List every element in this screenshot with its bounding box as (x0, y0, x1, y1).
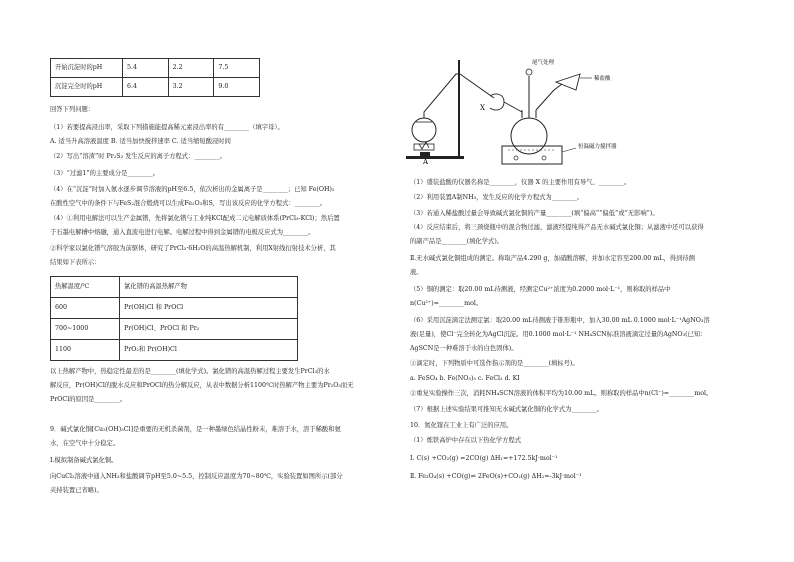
table-cell: 氯化镨的高温热解产物 (120, 277, 298, 298)
text-line: （1）盛装盐酸的仪器名称是________，仪器 X 的主要作用有导气、________。 (410, 179, 631, 186)
text-line: （4）在“沉淀”时加入氨水逐步调节溶液的pH至6.5，依次析出的金属离子是________；已知 Fe(OH)₂ (50, 186, 335, 193)
text-line: 回答下列问题： (50, 106, 95, 113)
text-line: （6）采用沉淀滴定法测定氯：取20.00 mL待测液于锥形瓶中，加入30.00 mL 0.1000 mol·L⁻¹AgNO₃溶 (410, 317, 710, 324)
text-line: （3）若通入稀盐酸过量会导致碱式氯化铜的产量________(填“偏高”“偏低”或“无影响”)。 (410, 210, 659, 217)
text-line: （1）若要提高浸出率，采取下列措施能提高稀元素浸出率的有________（填字母）。 (50, 124, 284, 131)
text-line: Ⅰ. C(s) +CO₂(g) =2CO(g) ΔH₁=+172.5kJ·mol⁻¹ (410, 455, 558, 462)
text-line: ②科学家以氯化镨气溶胶为前驱体，研究了PrCl₃·6H₂O的高温热解机制，利用X射线衍射技术分析，其 (50, 245, 336, 252)
apparatus-figure (404, 52, 654, 168)
text-line: （7）根据上述实验结果可推知无水碱式氯化铜的化学式为________。 (410, 406, 603, 413)
table-row (51, 277, 298, 298)
table-cell: 700~1000 (51, 319, 120, 340)
text-line: Ⅰ.模拟制备碱式氯化铜。 (50, 457, 118, 464)
text-line: 水，在空气中十分稳定。 (50, 440, 120, 447)
text-line: （4）反应结束后，将三颈烧瓶中的混合物过滤，滤液经提纯得产品无水碱式氯化铜；从滤液中还可以获得 (410, 224, 704, 231)
text-line: （5）铜的测定：取20.00 mL待测液，经测定Cu²⁺浓度为0.2000 mol·L⁻¹，则称取的样品中 (410, 286, 671, 293)
text-line: Ⅱ. Fe₃O₄(s) +CO(g)⇌ 2FeO(s)+CO₂(g) ΔH₂=-3kJ·mol⁻¹ (410, 473, 582, 480)
table-cell: 2.2 (168, 59, 214, 78)
text-line: （4）①利用电解法可以生产金属镨，先将氯化镨与工业纯KCl配成二元电解质体系(PrCl₃-KCl)；然后置 (50, 215, 340, 222)
table-cell: 3.2 (168, 78, 214, 97)
text-line: 解反应，Pr(OH)Cl的脱水反应和PrOCl的热分解反应，从表中数据分析1100℃时热解产物主要为Pr₂O₃而无 (50, 382, 354, 389)
text-line: A. 适当升高溶液温度 B. 适当加快搅拌速率 C. 适当缩短酸浸时间 (50, 138, 231, 145)
table-cell: 6.4 (123, 78, 169, 97)
table-cell: Pr(OH)Cl 和 PrOCl (120, 298, 298, 319)
text-line: （2）写出“溶渣”时 Pr₂S₃ 发生反应的离子方程式：________。 (50, 153, 226, 160)
table-cell: 开始沉淀时的pH (51, 59, 123, 78)
table-row (51, 340, 298, 361)
table-cell: 600 (51, 298, 120, 319)
text-line: 的副产品是________(填化学式)。 (410, 238, 504, 245)
text-line: 结果如下表所示： (50, 259, 101, 266)
label-stirrer: 恒温磁力搅拌器 (578, 144, 617, 150)
table-row (51, 319, 298, 340)
table-row (51, 298, 298, 319)
text-line: 液(足量)，使Cl⁻完全转化为AgCl沉淀。用0.1000 mol·L⁻¹ NH₄SCN标准溶液滴定过量的AgNO₃(已知： (410, 331, 707, 338)
text-line: 在酸性空气中的条件下与FeS₂混合煅烧可以生成Fe₂O₃和S，写出该反应的化学方程式：________。 (50, 200, 327, 207)
table-cell: 5.4 (123, 59, 169, 78)
table-cell: 7.5 (214, 59, 260, 78)
table-cell: 9.0 (214, 78, 260, 97)
label-tail-gas: 尾气处理 (532, 60, 555, 66)
text-line: （2）利用装置A制NH₃，发生反应的化学方程式为________。 (410, 194, 584, 201)
table-cell: Pr(OH)Cl、PrOCl 和 Pr₂ (120, 319, 298, 340)
text-line: PrOCl的原因是________。 (50, 396, 126, 403)
text-line: Ⅱ.无水碱式氯化铜组成的测定。称取产品4.290 g，加硝酸溶解，并加水定容至200.00 mL，得到待测 (410, 255, 695, 262)
text-line: （3）“过滤1”的主要成分是________。 (50, 170, 159, 177)
pyrolysis-table (50, 276, 298, 361)
text-line: 10．氮化镓在工业上有广泛的应用。 (410, 422, 513, 429)
table-cell: PrO₂和 Pr(OH)Cl (120, 340, 298, 361)
label-hcl: 稀盐酸 (594, 76, 611, 82)
table-cell: 沉淀完全时的pH (51, 78, 123, 97)
table-cell: 热解温度/℃ (51, 277, 120, 298)
text-line: （1）炼铁高炉中存在以下热化学方程式 (410, 437, 522, 444)
table-row (51, 78, 260, 97)
precipitation-ph-table (50, 58, 260, 97)
text-line: n(Cu²⁺)=________mol。 (410, 300, 483, 307)
text-line: a. FeSO₄ b. Fe(NO₃)₃ c. FeCl₃ d. KI (410, 375, 520, 382)
label-a: A (423, 158, 429, 166)
text-line: 以上热解产物中，热稳定性最差的是________(填化学式)。氯化镨的高温热解过程主要发生PrCl₃的水 (50, 368, 330, 375)
table-cell: 1100 (51, 340, 120, 361)
text-line: ②重复实验操作三次，消耗NH₄SCN溶液的体积平均为10.00 mL。则称取的样品中n(Cl⁻)=________mol。 (410, 390, 713, 397)
text-line: ①滴定时，下列物质中可选作指示剂的是________(填标号)。 (410, 360, 579, 367)
table-row (51, 59, 260, 78)
text-line: 液。 (410, 269, 423, 276)
text-line: 向CuCl₂溶液中通入NH₃和盐酸调节pH至5.0~5.5，控制反应温度为70~80℃，实验装置如图所示(部分 (50, 473, 343, 480)
label-x: X (480, 104, 485, 112)
text-line: 9．碱式氯化铜[Cu₂(OH)₃Cl]是重要的无机杀菌剂，是一种墨绿色结晶性粉末，难溶于水，溶于稀酸和氨 (50, 426, 341, 433)
text-line: 夹持装置已省略)。 (50, 487, 103, 494)
text-line: AgSCN是一种难溶于水的白色固体)。 (410, 345, 518, 352)
text-line: 于石墨电解槽中熔融，通入直流电进行电解。电解过程中得到金属镨的电极反应式为________。 (50, 229, 315, 236)
